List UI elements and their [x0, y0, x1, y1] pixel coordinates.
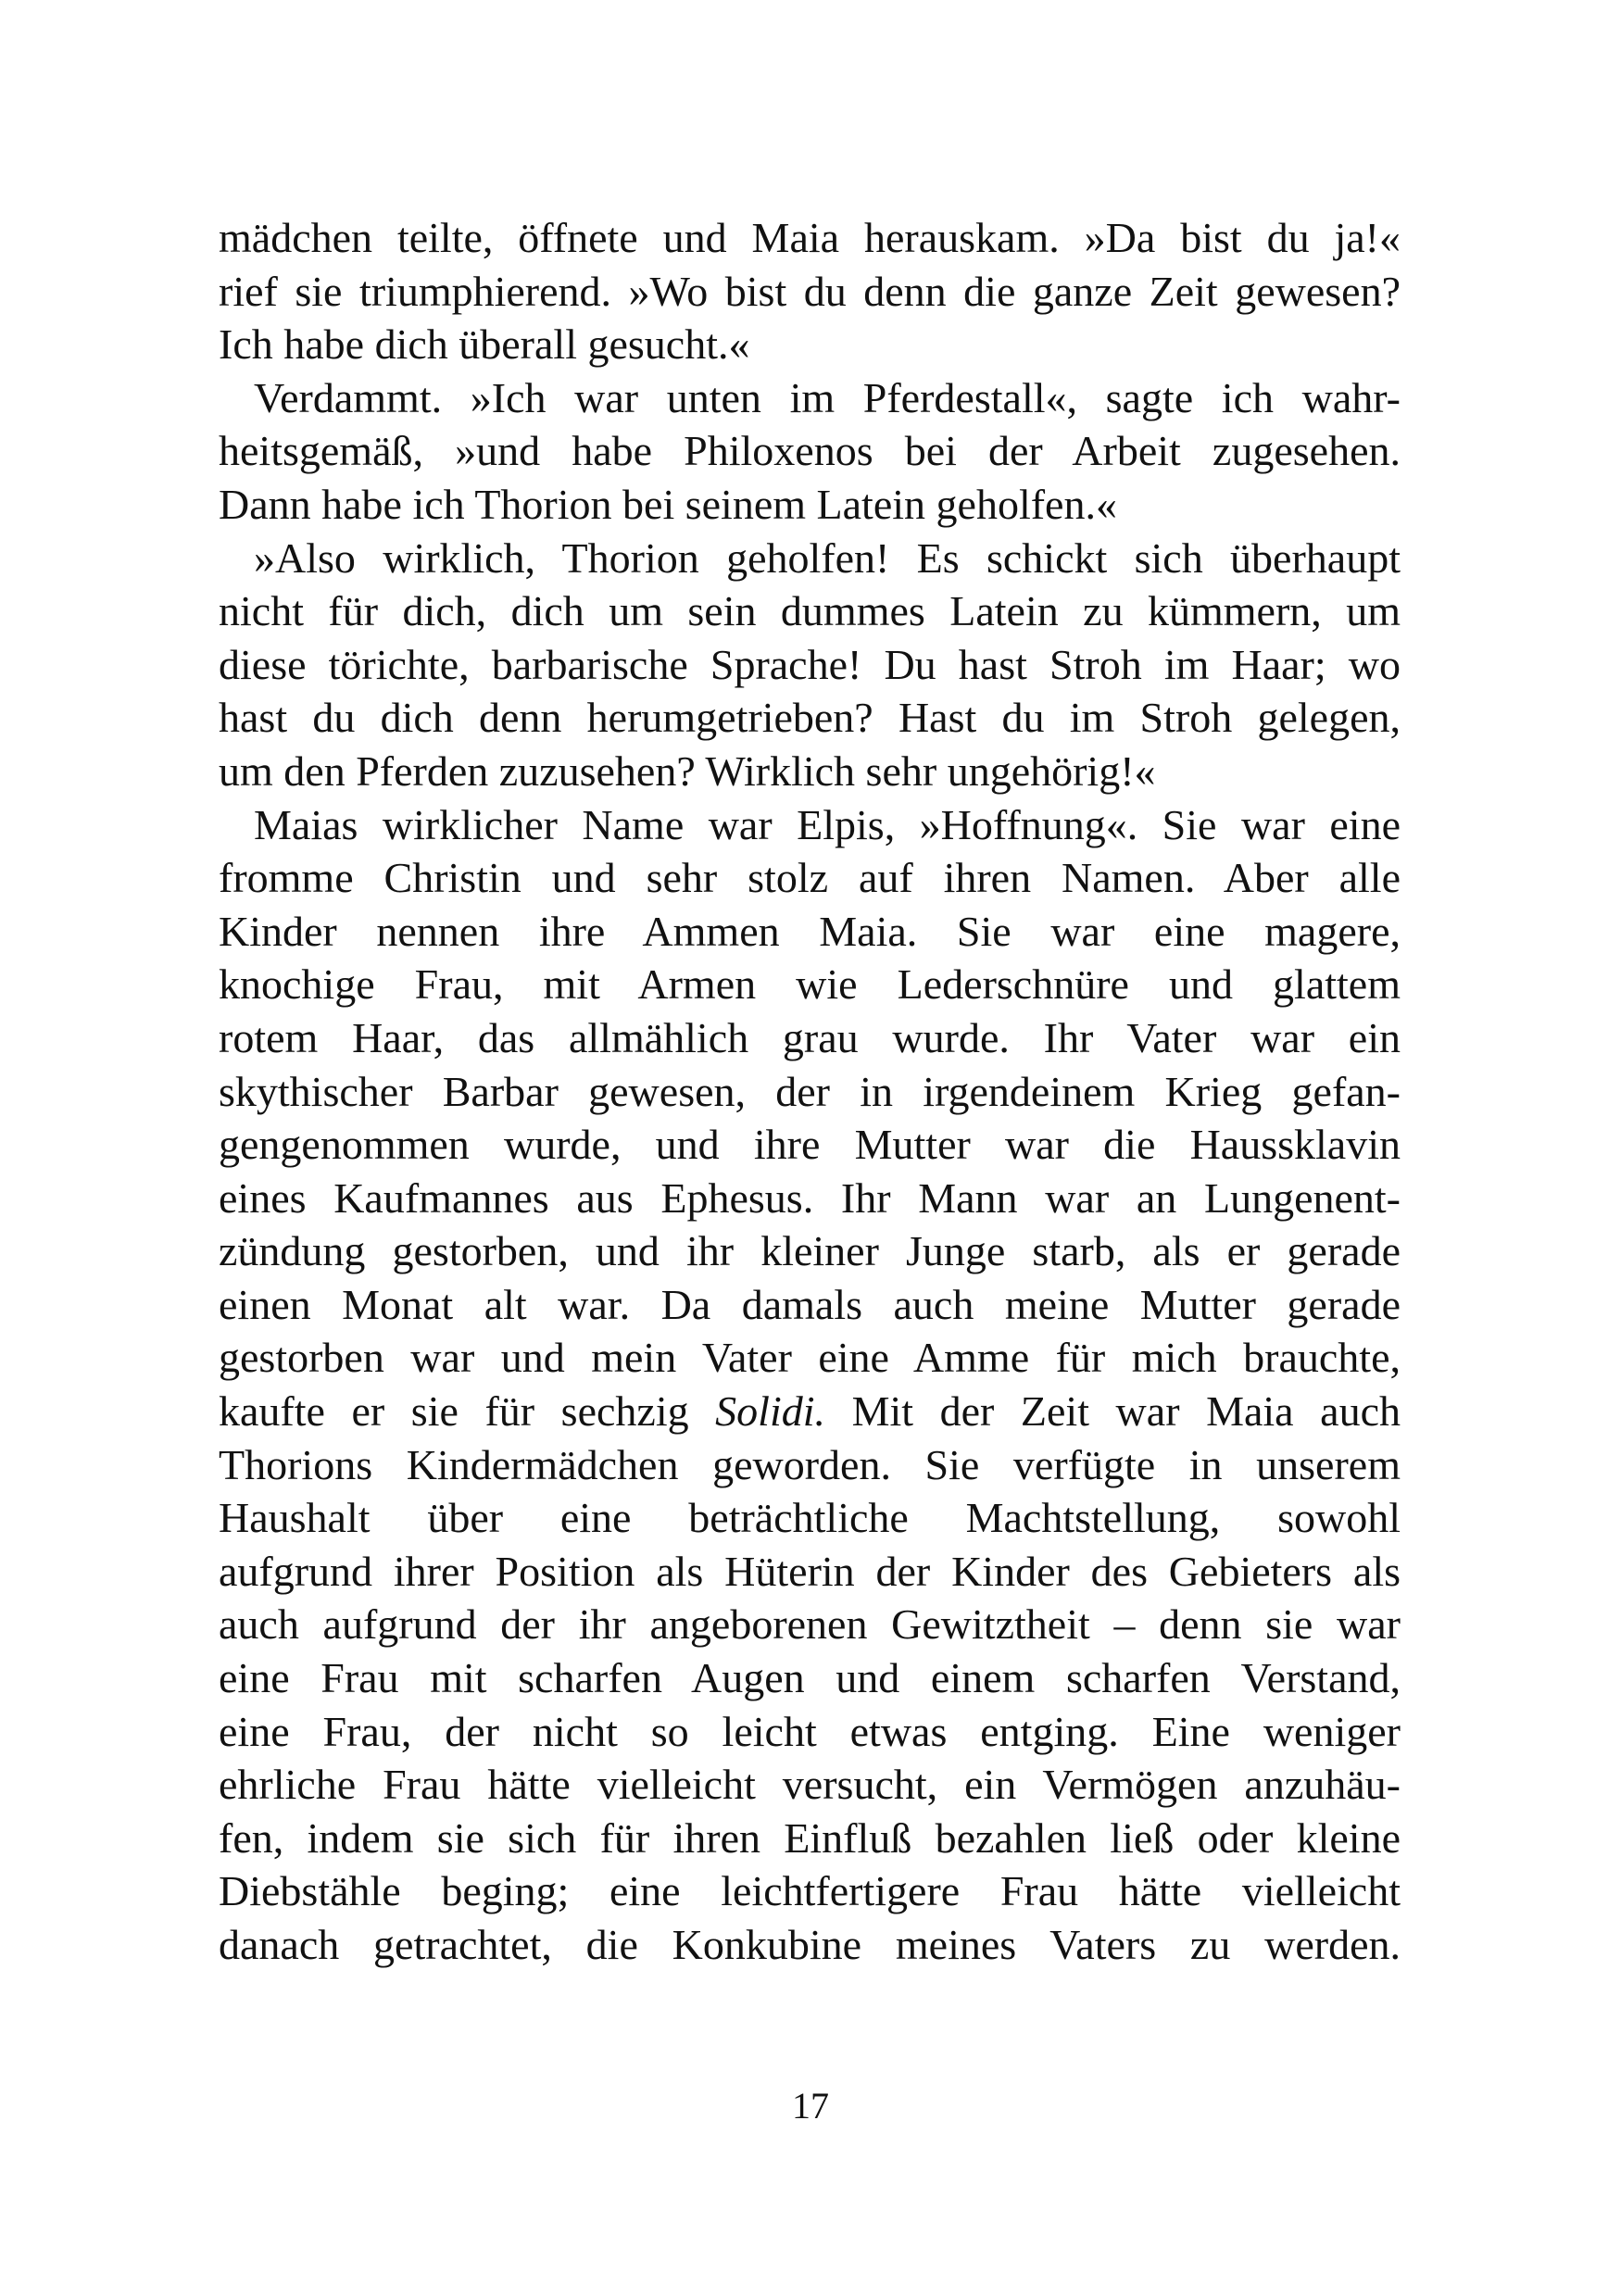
text-segment: kaufte er sie für sechzig — [219, 1387, 716, 1436]
text-line: aufgrund ihrer Position als Hüterin der Kinder des Gebieters als — [219, 1547, 1401, 1595]
text-line: hast du dich denn herumgetrieben? Hast du im Stroh gelegen, — [219, 694, 1401, 742]
text-line: nicht für dich, dich um sein dummes Latein zu kümmern, um — [219, 587, 1401, 635]
text-line: auch aufgrund der ihr angeborenen Gewitztheit – denn sie war — [219, 1600, 1401, 1649]
text-line: Maias wirklicher Name war Elpis, »Hoffnung«. Sie war eine — [254, 800, 1401, 848]
text-line: danach getrachtet, die Konkubine meines Vaters zu werden. — [219, 1921, 1401, 1968]
text-line: ehrliche Frau hätte vielleicht versucht, ein Vermögen anzuhäu- — [219, 1761, 1401, 1809]
text-line: diese törichte, barbarische Sprache! Du hast Stroh im Haar; wo — [219, 640, 1401, 688]
text-line: Dann habe ich Thorion bei seinem Latein geholfen.« — [219, 480, 1117, 528]
text-line: rotem Haar, das allmählich grau wurde. Ihr Vater war ein — [219, 1013, 1401, 1061]
text-line: eine Frau mit scharfen Augen und einem scharfen Verstand, — [219, 1654, 1401, 1702]
text-line: um den Pferden zuzusehen? Wirklich sehr ungehörig!« — [219, 747, 1156, 795]
text-line: heitsgemäß, »und habe Philoxenos bei der Arbeit zugesehen. — [219, 427, 1401, 475]
text-line: rief sie triumphierend. »Wo bist du denn die ganze Zeit gewesen? — [219, 267, 1401, 315]
italic-term: Solidi. — [715, 1387, 826, 1436]
text-line: knochige Frau, mit Armen wie Lederschnüre und glattem — [219, 960, 1401, 1009]
text-line: mädchen teilte, öffnete und Maia herauskam. »Da bist du ja!« — [219, 214, 1401, 261]
text-line: eines Kaufmannes aus Ephesus. Ihr Mann war an Lungenent- — [219, 1173, 1401, 1222]
text-line: fen, indem sie sich für ihren Einfluß bezahlen ließ oder kleine — [219, 1813, 1401, 1862]
text-line: gestorben war und mein Vater eine Amme für mich brauchte, — [219, 1334, 1401, 1382]
text-line: Diebstähle beging; eine leichtfertigere Frau hätte vielleicht — [219, 1867, 1401, 1915]
text-line: Ich habe dich überall gesucht.« — [219, 320, 750, 369]
text-line: eine Frau, der nicht so leicht etwas entging. Eine weniger — [219, 1707, 1401, 1755]
text-line: Kinder nennen ihre Ammen Maia. Sie war eine magere, — [219, 907, 1401, 955]
text-line: Haushalt über eine beträchtliche Machtstellung, sowohl — [219, 1494, 1401, 1542]
text-line: skythischer Barbar gewesen, der in irgendeinem Krieg gefan- — [219, 1067, 1401, 1115]
text-line: Verdammt. »Ich war unten im Pferdestall«, sagte ich wahr- — [254, 373, 1401, 421]
text-segment: Mit der Zeit war Maia auch — [825, 1387, 1401, 1436]
text-line-with-italic — [219, 1385, 1401, 1438]
text-line: Thorions Kindermädchen geworden. Sie verfügte in unserem — [219, 1440, 1401, 1488]
page-number: 17 — [792, 2085, 829, 2127]
text-line: gengenommen wurde, und ihre Mutter war die Haussklavin — [219, 1121, 1401, 1169]
text-line: »Also wirklich, Thorion geholfen! Es schickt sich überhaupt — [254, 533, 1401, 582]
text-line: fromme Christin und sehr stolz auf ihren Namen. Aber alle — [219, 854, 1401, 902]
page-body — [219, 211, 1401, 1972]
text-line: zündung gestorben, und ihr kleiner Junge starb, als er gerade — [219, 1227, 1401, 1275]
text-line: einen Monat alt war. Da damals auch meine Mutter gerade — [219, 1280, 1401, 1328]
